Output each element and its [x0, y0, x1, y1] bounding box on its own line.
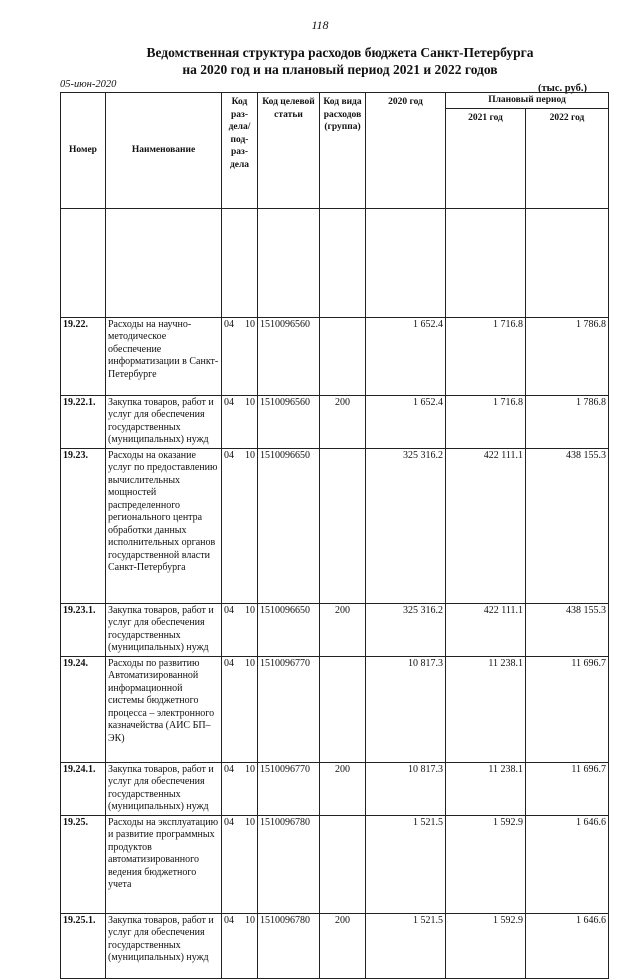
- row-number: 19.25.: [61, 815, 106, 913]
- table-row: [61, 395, 609, 448]
- row-subsection: 10: [236, 656, 258, 762]
- row-expense-type: 200: [320, 603, 366, 656]
- row-name: Закупка товаров, работ и услуг для обеспечения государственных (муниципальных) нужд: [106, 913, 222, 978]
- row-amount-2020: 1 521.5: [366, 913, 446, 978]
- row-name: Закупка товаров, работ и услуг для обеспечения государственных (муниципальных) нужд: [106, 603, 222, 656]
- row-name: Расходы на эксплуатацию и развитие программных продуктов автоматизированного ведения бюджетного учета: [106, 815, 222, 913]
- row-amount-2021: 1 716.8: [446, 317, 526, 395]
- row-amount-2021: 422 111.1: [446, 603, 526, 656]
- header-expense-type: Код вида расходов (группа): [320, 93, 366, 209]
- row-number: 19.22.1.: [61, 395, 106, 448]
- row-amount-2021: 422 111.1: [446, 448, 526, 603]
- blank-row: [61, 208, 609, 317]
- row-target-code: 1510096650: [258, 448, 320, 603]
- row-number: 19.24.1.: [61, 762, 106, 815]
- row-target-code: 1510096770: [258, 762, 320, 815]
- title-line-1: Ведомственная структура расходов бюджета Санкт-Петербурга: [146, 45, 534, 60]
- table-row: [61, 448, 609, 603]
- document-date: 05-июн-2020: [60, 79, 117, 90]
- row-section: 04: [222, 762, 236, 815]
- row-subsection: 10: [236, 913, 258, 978]
- table-row: [61, 762, 609, 815]
- row-name: Расходы на научно-методическое обеспечение информатизации в Санкт-Петербурге: [106, 317, 222, 395]
- row-amount-2022: 1 786.8: [526, 317, 609, 395]
- row-name: Закупка товаров, работ и услуг для обеспечения государственных (муниципальных) нужд: [106, 762, 222, 815]
- budget-table: [60, 92, 609, 979]
- row-target-code: 1510096780: [258, 913, 320, 978]
- row-section: 04: [222, 448, 236, 603]
- row-amount-2021: 1 592.9: [446, 913, 526, 978]
- row-amount-2020: 1 521.5: [366, 815, 446, 913]
- row-section: 04: [222, 603, 236, 656]
- header-number: Номер: [61, 93, 106, 209]
- row-name: Расходы по развитию Автоматизированной информационной системы бюджетного процесса – электронного казначейства (АИС БП–ЭК): [106, 656, 222, 762]
- row-expense-type: 200: [320, 395, 366, 448]
- row-amount-2022: 438 155.3: [526, 603, 609, 656]
- row-amount-2021: 1 592.9: [446, 815, 526, 913]
- row-number: 19.24.: [61, 656, 106, 762]
- row-amount-2021: 11 238.1: [446, 656, 526, 762]
- document-title: [60, 44, 620, 78]
- row-target-code: 1510096560: [258, 317, 320, 395]
- row-number: 19.25.1.: [61, 913, 106, 978]
- row-expense-type: [320, 656, 366, 762]
- row-section: 04: [222, 395, 236, 448]
- row-amount-2020: 1 652.4: [366, 395, 446, 448]
- row-subsection: 10: [236, 762, 258, 815]
- row-subsection: 10: [236, 815, 258, 913]
- row-section: 04: [222, 656, 236, 762]
- row-subsection: 10: [236, 317, 258, 395]
- header-plan-period: Плановый период: [446, 93, 609, 109]
- row-name: Расходы на оказание услуг по предоставлению вычислительных мощностей распределенного регионального центра обработки данных исполнительных органов государственной власти Санкт-Петербурга: [106, 448, 222, 603]
- row-target-code: 1510096560: [258, 395, 320, 448]
- row-expense-type: 200: [320, 913, 366, 978]
- row-section: 04: [222, 913, 236, 978]
- row-number: 19.23.: [61, 448, 106, 603]
- row-target-code: 1510096650: [258, 603, 320, 656]
- row-amount-2022: 1 786.8: [526, 395, 609, 448]
- row-number: 19.22.: [61, 317, 106, 395]
- row-subsection: 10: [236, 603, 258, 656]
- row-expense-type: [320, 815, 366, 913]
- row-expense-type: 200: [320, 762, 366, 815]
- row-target-code: 1510096780: [258, 815, 320, 913]
- row-subsection: 10: [236, 448, 258, 603]
- row-amount-2022: 1 646.6: [526, 913, 609, 978]
- header-2021: 2021 год: [446, 108, 526, 208]
- row-amount-2020: 1 652.4: [366, 317, 446, 395]
- row-expense-type: [320, 317, 366, 395]
- row-name: Закупка товаров, работ и услуг для обеспечения государственных (муниципальных) нужд: [106, 395, 222, 448]
- row-amount-2022: 438 155.3: [526, 448, 609, 603]
- units-label: (тыс. руб.): [538, 83, 587, 94]
- header-2020: 2020 год: [366, 93, 446, 209]
- table-row: [61, 913, 609, 978]
- table-row: [61, 603, 609, 656]
- title-line-2: на 2020 год и на плановый период 2021 и 2022 годов: [182, 62, 498, 77]
- table-row: [61, 815, 609, 913]
- row-amount-2020: 10 817.3: [366, 656, 446, 762]
- header-target-code: Код целевой статьи: [258, 93, 320, 209]
- row-expense-type: [320, 448, 366, 603]
- row-amount-2022: 11 696.7: [526, 656, 609, 762]
- page-number: 118: [311, 18, 329, 32]
- header-section-code: Код раз- дела/ под- раз- дела: [222, 93, 258, 209]
- table-row: [61, 656, 609, 762]
- row-subsection: 10: [236, 395, 258, 448]
- row-target-code: 1510096770: [258, 656, 320, 762]
- row-section: 04: [222, 815, 236, 913]
- row-amount-2022: 11 696.7: [526, 762, 609, 815]
- header-name: Наименование: [106, 93, 222, 209]
- row-number: 19.23.1.: [61, 603, 106, 656]
- row-amount-2020: 325 316.2: [366, 603, 446, 656]
- row-amount-2022: 1 646.6: [526, 815, 609, 913]
- row-amount-2021: 1 716.8: [446, 395, 526, 448]
- table-row: [61, 317, 609, 395]
- row-amount-2020: 10 817.3: [366, 762, 446, 815]
- header-2022: 2022 год: [526, 108, 609, 208]
- row-amount-2021: 11 238.1: [446, 762, 526, 815]
- row-section: 04: [222, 317, 236, 395]
- row-amount-2020: 325 316.2: [366, 448, 446, 603]
